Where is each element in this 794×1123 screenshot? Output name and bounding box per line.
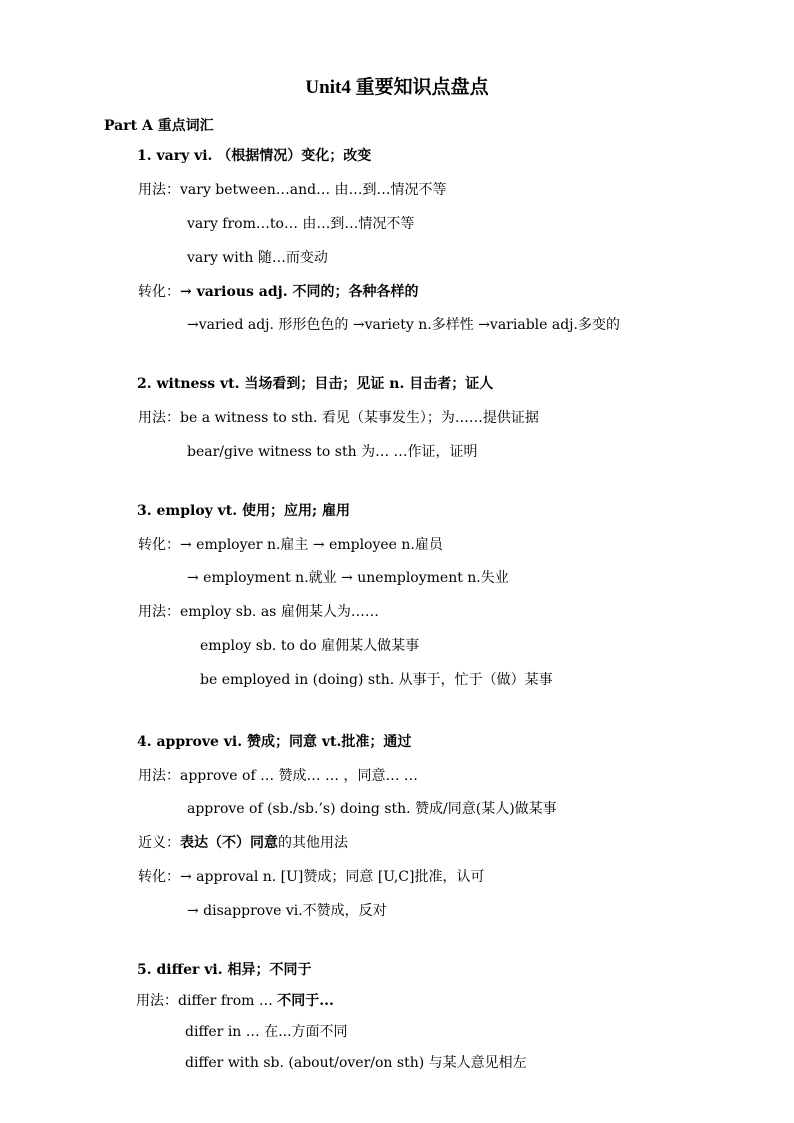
entry-heading-witness: 2. witness vt. 当场看到；目击；见证 n. 目击者；证人 — [137, 376, 494, 392]
entry-heading-vary: 1. vary vi. （根据情况）变化；改变 — [137, 148, 372, 164]
usage-line: differ in … 在...方面不同 — [185, 1024, 348, 1040]
usage-label: 用法： — [138, 182, 180, 198]
page-title: Unit4 重要知识点盘点 — [305, 77, 489, 98]
usage-line — [138, 181, 447, 199]
usage-line: differ with sb. (about/over/on sth) 与某人意见相左 — [185, 1055, 527, 1071]
usage-label: 用法： — [138, 410, 180, 426]
usage-line — [136, 992, 334, 1010]
conversion-text: → various adj. 不同的；各种各样的 — [180, 284, 419, 300]
conversion-label: 转化： — [138, 537, 180, 553]
usage-text: approve of … 赞成… … ，同意… … — [180, 768, 418, 784]
conversion-text: → employer n.雇主 → employee n.雇员 — [180, 537, 443, 553]
usage-line: vary with 随…而变动 — [187, 250, 328, 266]
conversion-line — [138, 536, 443, 554]
entry-heading-differ: 5. differ vi. 相异；不同于 — [137, 962, 312, 978]
conversion-line: →varied adj. 形形色色的 →variety n.多样性 →variable adj.多变的 — [187, 317, 620, 333]
usage-line — [138, 603, 379, 621]
conversion-line — [138, 283, 418, 301]
conversion-line: → disapprove vi.不赞成，反对 — [187, 903, 387, 919]
usage-line — [138, 767, 418, 785]
synonym-bold-text: 表达（不）同意 — [180, 835, 278, 851]
usage-line: vary from…to… 由…到…情况不等 — [187, 216, 415, 232]
synonym-text: 的其他用法 — [278, 835, 348, 851]
part-heading: Part A 重点词汇 — [104, 118, 214, 134]
usage-text: be a witness to sth. 看见（某事发生）；为……提供证据 — [180, 410, 539, 426]
usage-label: 用法： — [138, 768, 180, 784]
entry-heading-employ: 3. employ vt. 使用；应用; 雇用 — [137, 503, 351, 519]
usage-line — [138, 409, 539, 427]
usage-text: differ from … — [178, 993, 278, 1009]
usage-label: 用法： — [138, 604, 180, 620]
usage-line: employ sb. to do 雇佣某人做某事 — [200, 638, 420, 654]
conversion-line — [138, 868, 484, 886]
synonym-label: 近义： — [138, 835, 180, 851]
usage-line: bear/give witness to sth 为… …作证，证明 — [187, 444, 478, 460]
entry-heading-approve: 4. approve vi. 赞成；同意 vt.批准；通过 — [137, 734, 412, 750]
usage-text: vary between…and… 由…到…情况不等 — [180, 182, 447, 198]
usage-bold-text: 不同于... — [277, 993, 334, 1009]
conversion-label: 转化： — [138, 284, 180, 300]
conversion-text: → approval n. [U]赞成；同意 [U,C]批准，认可 — [180, 869, 485, 885]
usage-text: employ sb. as 雇佣某人为…… — [180, 604, 379, 620]
conversion-line: → employment n.就业 → unemployment n.失业 — [187, 570, 509, 586]
usage-line: approve of (sb./sb.’s) doing sth. 赞成/同意(某人)做某事 — [187, 801, 557, 817]
usage-line: be employed in (doing) sth. 从事于，忙于（做）某事 — [200, 672, 553, 688]
conversion-label: 转化： — [138, 869, 180, 885]
usage-label: 用法： — [136, 993, 178, 1009]
synonym-line — [138, 834, 348, 852]
